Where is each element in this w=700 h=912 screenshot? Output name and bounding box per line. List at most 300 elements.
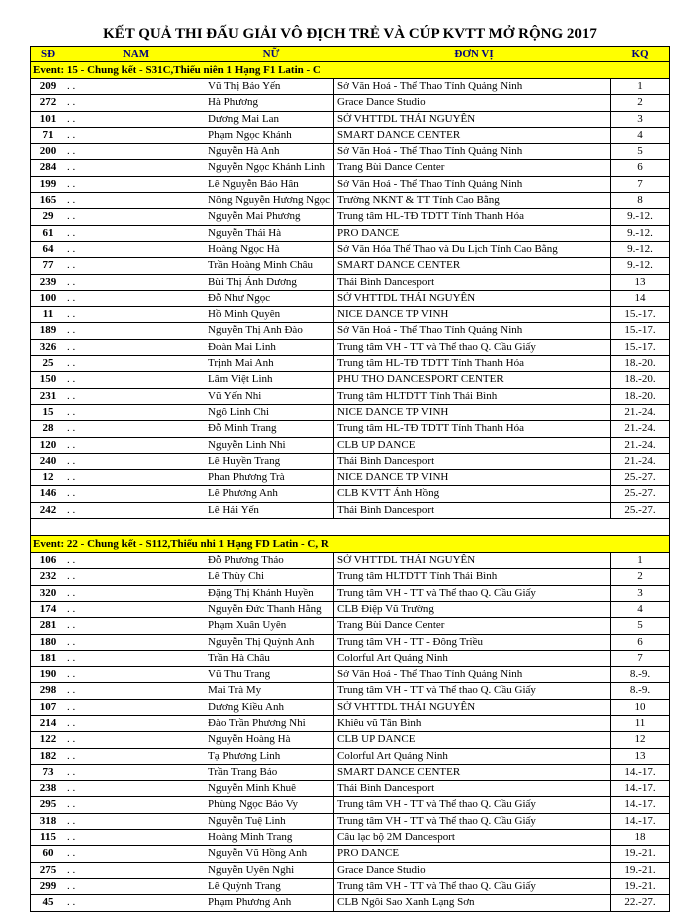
table-row <box>31 307 669 323</box>
cell-nam: . . <box>67 635 76 648</box>
cell-nu: Đoàn Mai Linh <box>205 340 334 355</box>
cell-donvi: Trung tâm VH - TT và Thể thao Q. Cầu Giấy <box>334 586 611 601</box>
cell-nu: Lê Hải Yến <box>205 503 334 518</box>
header-nam: NAM <box>122 48 150 60</box>
cell-sd: 122 <box>39 733 57 746</box>
cell-nu: Nguyễn Hoàng Hà <box>205 732 334 747</box>
cell-nam: . . <box>67 782 76 795</box>
cell-donvi: Câu lạc bộ 2M Dancesport <box>334 830 611 845</box>
cell-donvi: Thái Bình Dancesport <box>334 275 611 290</box>
cell-nam: . . <box>67 80 76 92</box>
table-row <box>31 732 669 748</box>
cell-kq: 6 <box>637 635 643 648</box>
cell-nu: Nguyễn Đức Thanh Hằng <box>205 602 334 617</box>
cell-sd: 232 <box>39 570 57 583</box>
cell-sd: 284 <box>39 161 57 174</box>
cell-nam: . . <box>67 503 76 516</box>
cell-sd: 71 <box>42 128 54 141</box>
cell-nu: Dương Mai Lan <box>205 112 334 127</box>
cell-nam: . . <box>67 554 76 567</box>
table-header <box>31 46 669 62</box>
cell-nam: . . <box>67 112 76 125</box>
table-row <box>31 749 669 765</box>
cell-donvi: Thái Bình Dancesport <box>334 454 611 469</box>
cell-sd: 281 <box>39 619 57 632</box>
cell-donvi: Colorful Art Quảng Ninh <box>334 651 611 666</box>
cell-nu: Hoàng Minh Trang <box>205 830 334 845</box>
cell-nam: . . <box>67 405 76 418</box>
cell-sd: 295 <box>39 798 57 811</box>
cell-sd: 238 <box>39 782 57 795</box>
cell-nu: Trần Hà Châu <box>205 651 334 666</box>
cell-donvi: Trung tâm VH - TT và Thể thao Q. Cầu Giấy <box>334 340 611 355</box>
table-row <box>31 291 669 307</box>
cell-kq: 3 <box>637 586 643 599</box>
cell-sd: 11 <box>42 308 54 321</box>
cell-nu: Phạm Ngọc Khánh <box>205 128 334 143</box>
cell-sd: 239 <box>39 275 57 288</box>
cell-sd: 240 <box>39 454 57 467</box>
event-title: Event: 22 - Chung kết - S112,Thiếu nhi 1 Hạng FD Latin - C, R <box>31 536 669 553</box>
cell-sd: 101 <box>39 112 57 125</box>
cell-donvi: NICE DANCE TP VINH <box>334 307 611 322</box>
cell-kq: 8.-9. <box>629 668 651 681</box>
cell-nam: . . <box>67 177 76 190</box>
cell-nam: . . <box>67 765 76 778</box>
events-container <box>31 62 669 912</box>
table-row <box>31 79 669 95</box>
cell-nu: Nguyễn Vũ Hồng Anh <box>205 846 334 861</box>
cell-sd: 77 <box>42 259 54 272</box>
cell-nam: . . <box>67 194 76 207</box>
cell-sd: 28 <box>42 422 54 435</box>
header-donvi: ĐƠN VỊ <box>454 48 494 60</box>
cell-sd: 106 <box>39 554 57 567</box>
cell-donvi: Khiêu vũ Tân Bình <box>334 716 611 731</box>
cell-donvi: SMART DANCE CENTER <box>334 128 611 143</box>
table-row <box>31 356 669 372</box>
cell-donvi: NICE DANCE TP VINH <box>334 405 611 420</box>
cell-kq: 25.-27. <box>624 471 656 484</box>
cell-kq: 15.-17. <box>624 324 656 337</box>
cell-kq: 19.-21. <box>624 847 656 860</box>
cell-sd: 25 <box>42 357 54 370</box>
cell-nu: Nguyễn Thị Anh Đào <box>205 323 334 338</box>
cell-sd: 182 <box>39 749 57 762</box>
cell-sd: 214 <box>39 716 57 729</box>
cell-sd: 60 <box>42 847 54 860</box>
cell-donvi: Trung tâm HL-TĐ TDTT Tỉnh Thanh Hóa <box>334 421 611 436</box>
table-row <box>31 814 669 830</box>
cell-nam: . . <box>67 847 76 860</box>
cell-donvi: SỞ VHTTDL THÁI NGUYÊN <box>334 291 611 306</box>
cell-nam: . . <box>67 308 76 321</box>
cell-nu: Đỗ Phương Thảo <box>205 553 334 568</box>
cell-donvi: PHU THO DANCESPORT CENTER <box>334 372 611 387</box>
cell-donvi: PRO DANCE <box>334 846 611 861</box>
table-row <box>31 438 669 454</box>
cell-kq: 19.-21. <box>624 863 656 876</box>
cell-sd: 15 <box>42 405 54 418</box>
table-row <box>31 781 669 797</box>
cell-kq: 9.-12. <box>627 226 653 239</box>
cell-kq: 7 <box>637 651 643 664</box>
cell-kq: 18.-20. <box>624 373 656 386</box>
cell-nu: Đào Trần Phương Nhi <box>205 716 334 731</box>
cell-donvi: Trung tâm VH - TT và Thể thao Q. Cầu Giấy <box>334 879 611 894</box>
cell-sd: 200 <box>39 145 57 158</box>
cell-kq: 21.-24. <box>624 454 656 467</box>
cell-nu: Trần Trang Bảo <box>205 765 334 780</box>
table-row <box>31 454 669 470</box>
cell-kq: 15.-17. <box>624 340 656 353</box>
cell-nu: Vũ Yến Nhi <box>205 389 334 404</box>
cell-nam: . . <box>67 210 76 223</box>
cell-kq: 4 <box>637 602 643 615</box>
cell-donvi: Colorful Art Quảng Ninh <box>334 749 611 764</box>
table-row <box>31 112 669 128</box>
table-row <box>31 177 669 193</box>
cell-kq: 21.-24. <box>624 438 656 451</box>
table-row <box>31 242 669 258</box>
table-row <box>31 553 669 569</box>
cell-sd: 272 <box>39 96 57 109</box>
cell-nu: Trịnh Mai Anh <box>205 356 334 371</box>
table-row <box>31 372 669 388</box>
cell-nam: . . <box>67 96 76 109</box>
cell-nam: . . <box>67 879 76 892</box>
table-row <box>31 128 669 144</box>
cell-nam: . . <box>67 619 76 632</box>
cell-sd: 189 <box>39 324 57 337</box>
table-row <box>31 389 669 405</box>
cell-nam: . . <box>67 389 76 402</box>
cell-kq: 2 <box>637 96 643 109</box>
cell-donvi: Trang Bùi Dance Center <box>334 160 611 175</box>
cell-kq: 15.-17. <box>624 308 656 321</box>
cell-nu: Lê Huyền Trang <box>205 454 334 469</box>
cell-nu: Nguyễn Uyên Nghi <box>205 863 334 878</box>
event-title: Event: 15 - Chung kết - S31C,Thiếu niên 1 Hạng F1 Latin - C <box>31 62 669 79</box>
cell-nam: . . <box>67 668 76 681</box>
cell-nam: . . <box>67 259 76 272</box>
cell-nu: Phạm Phương Anh <box>205 895 334 910</box>
cell-nam: . . <box>67 487 76 500</box>
cell-sd: 199 <box>39 177 57 190</box>
table-row <box>31 765 669 781</box>
table-row <box>31 323 669 339</box>
cell-kq: 25.-27. <box>624 487 656 500</box>
cell-kq: 9.-12. <box>627 259 653 272</box>
table-row <box>31 895 669 911</box>
cell-donvi: SỞ VHTTDL THÁI NGUYÊN <box>334 553 611 568</box>
cell-kq: 22.-27. <box>624 896 656 909</box>
cell-kq: 2 <box>637 570 643 583</box>
table-row <box>31 797 669 813</box>
cell-donvi: Trường NKNT & TT Tỉnh Cao Bằng <box>334 193 611 208</box>
cell-nam: . . <box>67 373 76 386</box>
cell-sd: 298 <box>39 684 57 697</box>
cell-nam: . . <box>67 291 76 304</box>
cell-kq: 11 <box>634 716 646 729</box>
table-row <box>31 226 669 242</box>
cell-kq: 14.-17. <box>624 814 656 827</box>
table-row <box>31 879 669 895</box>
cell-nu: Lâm Việt Linh <box>205 372 334 387</box>
cell-kq: 25.-27. <box>624 503 656 516</box>
cell-kq: 14.-17. <box>624 765 656 778</box>
cell-sd: 107 <box>39 700 57 713</box>
table-row <box>31 667 669 683</box>
cell-kq: 7 <box>637 177 643 190</box>
cell-nam: . . <box>67 324 76 337</box>
cell-nu: Phan Phương Trà <box>205 470 334 485</box>
cell-nam: . . <box>67 471 76 484</box>
cell-sd: 61 <box>42 226 54 239</box>
cell-nam: . . <box>67 454 76 467</box>
cell-kq: 9.-12. <box>627 242 653 255</box>
cell-nu: Lê Nguyễn Bảo Hân <box>205 177 334 192</box>
cell-nu: Hoàng Ngọc Hà <box>205 242 334 257</box>
cell-donvi: Sở Văn Hoá - Thể Thao Tỉnh Quảng Ninh <box>334 144 611 159</box>
cell-donvi: Thái Bình Dancesport <box>334 503 611 518</box>
cell-donvi: Sở Văn Hoá - Thể Thao Tỉnh Quảng Ninh <box>334 79 611 94</box>
cell-nam: . . <box>67 357 76 370</box>
cell-nu: Mai Trà My <box>205 683 334 698</box>
cell-kq: 8 <box>637 194 643 207</box>
cell-nu: Nguyễn Mai Phương <box>205 209 334 224</box>
cell-kq: 3 <box>637 112 643 125</box>
cell-sd: 100 <box>39 291 57 304</box>
cell-donvi: CLB KVTT Ánh Hồng <box>334 486 611 501</box>
cell-nu: Lê Phương Anh <box>205 486 334 501</box>
cell-nu: Bùi Thị Ánh Dương <box>205 275 334 290</box>
cell-nam: . . <box>67 863 76 876</box>
cell-nam: . . <box>67 651 76 664</box>
cell-nam: . . <box>67 242 76 255</box>
table-row <box>31 209 669 225</box>
cell-donvi: CLB UP DANCE <box>334 438 611 453</box>
cell-sd: 45 <box>42 896 54 909</box>
results-table <box>30 46 670 912</box>
table-row <box>31 421 669 437</box>
table-row <box>31 700 669 716</box>
cell-donvi: Thái Bình Dancesport <box>334 781 611 796</box>
cell-donvi: Grace Dance Studio <box>334 863 611 878</box>
cell-donvi: Sở Văn Hoá - Thể Thao Tỉnh Quảng Ninh <box>334 667 611 682</box>
table-row <box>31 258 669 274</box>
cell-nu: Ngô Linh Chi <box>205 405 334 420</box>
cell-nu: Đặng Thị Khánh Huyền <box>205 586 334 601</box>
cell-sd: 29 <box>42 210 54 223</box>
cell-kq: 13 <box>634 275 646 288</box>
cell-kq: 10 <box>634 700 646 713</box>
cell-sd: 242 <box>39 503 57 516</box>
cell-sd: 12 <box>42 471 54 484</box>
table-row <box>31 846 669 862</box>
table-row <box>31 569 669 585</box>
cell-nam: . . <box>67 570 76 583</box>
table-row <box>31 635 669 651</box>
cell-nu: Phạm Xuân Uyên <box>205 618 334 633</box>
cell-kq: 12 <box>634 733 646 746</box>
cell-nu: Đỗ Như Ngọc <box>205 291 334 306</box>
cell-kq: 8.-9. <box>629 684 651 697</box>
table-row <box>31 602 669 618</box>
cell-nam: . . <box>67 602 76 615</box>
cell-nu: Lê Thùy Chi <box>205 569 334 584</box>
cell-nu: Nguyễn Thị Quỳnh Anh <box>205 635 334 650</box>
cell-nam: . . <box>67 226 76 239</box>
cell-donvi: Trang Bùi Dance Center <box>334 618 611 633</box>
cell-nam: . . <box>67 700 76 713</box>
cell-donvi: SMART DANCE CENTER <box>334 258 611 273</box>
cell-sd: 115 <box>40 831 56 844</box>
cell-kq: 21.-24. <box>624 422 656 435</box>
cell-kq: 1 <box>637 80 643 92</box>
cell-kq: 13 <box>634 749 646 762</box>
cell-nu: Phùng Ngọc Bảo Vy <box>205 797 334 812</box>
table-row <box>31 470 669 486</box>
cell-nu: Nguyễn Linh Nhi <box>205 438 334 453</box>
cell-nam: . . <box>67 161 76 174</box>
cell-nam: . . <box>67 438 76 451</box>
cell-donvi: SỞ VHTTDL THÁI NGUYÊN <box>334 112 611 127</box>
cell-kq: 14 <box>634 291 646 304</box>
table-row <box>31 405 669 421</box>
table-row <box>31 160 669 176</box>
section-spacer <box>31 519 669 536</box>
cell-sd: 209 <box>39 80 57 92</box>
cell-nam: . . <box>67 275 76 288</box>
cell-donvi: Trung tâm HL-TĐ TDTT Tỉnh Thanh Hóa <box>334 209 611 224</box>
results-page <box>30 22 670 912</box>
cell-nam: . . <box>67 340 76 353</box>
header-sd: SĐ <box>40 48 56 60</box>
table-row <box>31 144 669 160</box>
cell-donvi: Trung tâm VH - TT và Thể thao Q. Cầu Giấy <box>334 683 611 698</box>
cell-nu: Dương Kiều Anh <box>205 700 334 715</box>
table-row <box>31 95 669 111</box>
cell-nu: Nguyễn Tuệ Linh <box>205 814 334 829</box>
cell-nam: . . <box>67 798 76 811</box>
table-row <box>31 586 669 602</box>
cell-nu: Nguyễn Ngọc Khánh Linh <box>205 160 334 175</box>
cell-donvi: CLB Ngôi Sao Xanh Lạng Sơn <box>334 895 611 910</box>
cell-donvi: Trung tâm VH - TT - Đông Triều <box>334 635 611 650</box>
cell-donvi: Trung tâm HLTDTT Tỉnh Thái Bình <box>334 389 611 404</box>
cell-kq: 18 <box>634 831 646 844</box>
cell-nu: Nông Nguyễn Hương Ngọc <box>205 193 334 208</box>
cell-donvi: Sở Văn Hoá - Thể Thao Tỉnh Quảng Ninh <box>334 323 611 338</box>
cell-nam: . . <box>67 733 76 746</box>
cell-donvi: NICE DANCE TP VINH <box>334 470 611 485</box>
page-title: KẾT QUẢ THI ĐẤU GIẢI VÔ ĐỊCH TRẺ VÀ CÚP KVTT MỞ RỘNG 2017 <box>103 26 597 42</box>
cell-nam: . . <box>67 684 76 697</box>
cell-kq: 5 <box>637 619 643 632</box>
table-row <box>31 683 669 699</box>
cell-kq: 19.-21. <box>624 879 656 892</box>
cell-nam: . . <box>67 831 76 844</box>
cell-kq: 14.-17. <box>624 782 656 795</box>
header-kq: KQ <box>631 48 649 60</box>
cell-nam: . . <box>67 716 76 729</box>
cell-sd: 174 <box>39 602 57 615</box>
cell-donvi: Trung tâm HL-TĐ TDTT Tỉnh Thanh Hóa <box>334 356 611 371</box>
cell-kq: 9.-12. <box>627 210 653 223</box>
table-row <box>31 503 669 519</box>
table-row <box>31 830 669 846</box>
cell-sd: 320 <box>39 586 57 599</box>
cell-donvi: Sở Văn Hóa Thể Thao và Du Lịch Tỉnh Cao Bằng <box>334 242 611 257</box>
cell-nu: Hà Phương <box>205 95 334 110</box>
cell-kq: 14.-17. <box>624 798 656 811</box>
cell-sd: 64 <box>42 242 54 255</box>
table-row <box>31 486 669 502</box>
cell-donvi: Trung tâm VH - TT và Thể thao Q. Cầu Giấy <box>334 797 611 812</box>
table-row <box>31 863 669 879</box>
cell-sd: 73 <box>42 765 54 778</box>
table-row <box>31 618 669 634</box>
cell-donvi: SMART DANCE CENTER <box>334 765 611 780</box>
cell-sd: 181 <box>39 651 57 664</box>
cell-kq: 21.-24. <box>624 405 656 418</box>
cell-kq: 18.-20. <box>624 357 656 370</box>
cell-donvi: CLB Điệp Vũ Trường <box>334 602 611 617</box>
cell-nu: Nguyễn Thái Hà <box>205 226 334 241</box>
table-row <box>31 275 669 291</box>
table-row <box>31 340 669 356</box>
cell-donvi: Trung tâm VH - TT và Thể thao Q. Cầu Giấy <box>334 814 611 829</box>
cell-nu: Nguyễn Minh Khuê <box>205 781 334 796</box>
cell-nam: . . <box>67 586 76 599</box>
cell-donvi: PRO DANCE <box>334 226 611 241</box>
cell-nu: Lê Quỳnh Trang <box>205 879 334 894</box>
table-row <box>31 193 669 209</box>
cell-kq: 5 <box>637 145 643 158</box>
cell-donvi: SỞ VHTTDL THÁI NGUYÊN <box>334 700 611 715</box>
cell-nu: Vũ Thu Trang <box>205 667 334 682</box>
cell-sd: 165 <box>39 194 57 207</box>
cell-nam: . . <box>67 422 76 435</box>
cell-sd: 318 <box>39 814 57 827</box>
table-row <box>31 716 669 732</box>
cell-sd: 150 <box>39 373 57 386</box>
cell-nu: Nguyễn Hà Anh <box>205 144 334 159</box>
cell-nam: . . <box>67 749 76 762</box>
cell-nu: Hồ Minh Quyên <box>205 307 334 322</box>
cell-donvi: Trung tâm HLTDTT Tỉnh Thái Bình <box>334 569 611 584</box>
cell-nu: Vũ Thị Bảo Yến <box>205 79 334 94</box>
cell-nu: Trần Hoàng Minh Châu <box>205 258 334 273</box>
cell-nam: . . <box>67 128 76 141</box>
cell-donvi: Grace Dance Studio <box>334 95 611 110</box>
cell-donvi: CLB UP DANCE <box>334 732 611 747</box>
cell-sd: 190 <box>39 668 57 681</box>
cell-nam: . . <box>67 814 76 827</box>
cell-kq: 1 <box>637 554 643 567</box>
cell-nu: Đỗ Minh Trang <box>205 421 334 436</box>
cell-donvi: Sở Văn Hoá - Thể Thao Tỉnh Quảng Ninh <box>334 177 611 192</box>
cell-kq: 6 <box>637 161 643 174</box>
cell-nam: . . <box>67 145 76 158</box>
cell-sd: 326 <box>39 340 57 353</box>
cell-nam: . . <box>67 896 76 909</box>
table-row <box>31 651 669 667</box>
cell-sd: 299 <box>39 879 57 892</box>
cell-kq: 4 <box>637 128 643 141</box>
cell-nu: Tạ Phương Linh <box>205 749 334 764</box>
